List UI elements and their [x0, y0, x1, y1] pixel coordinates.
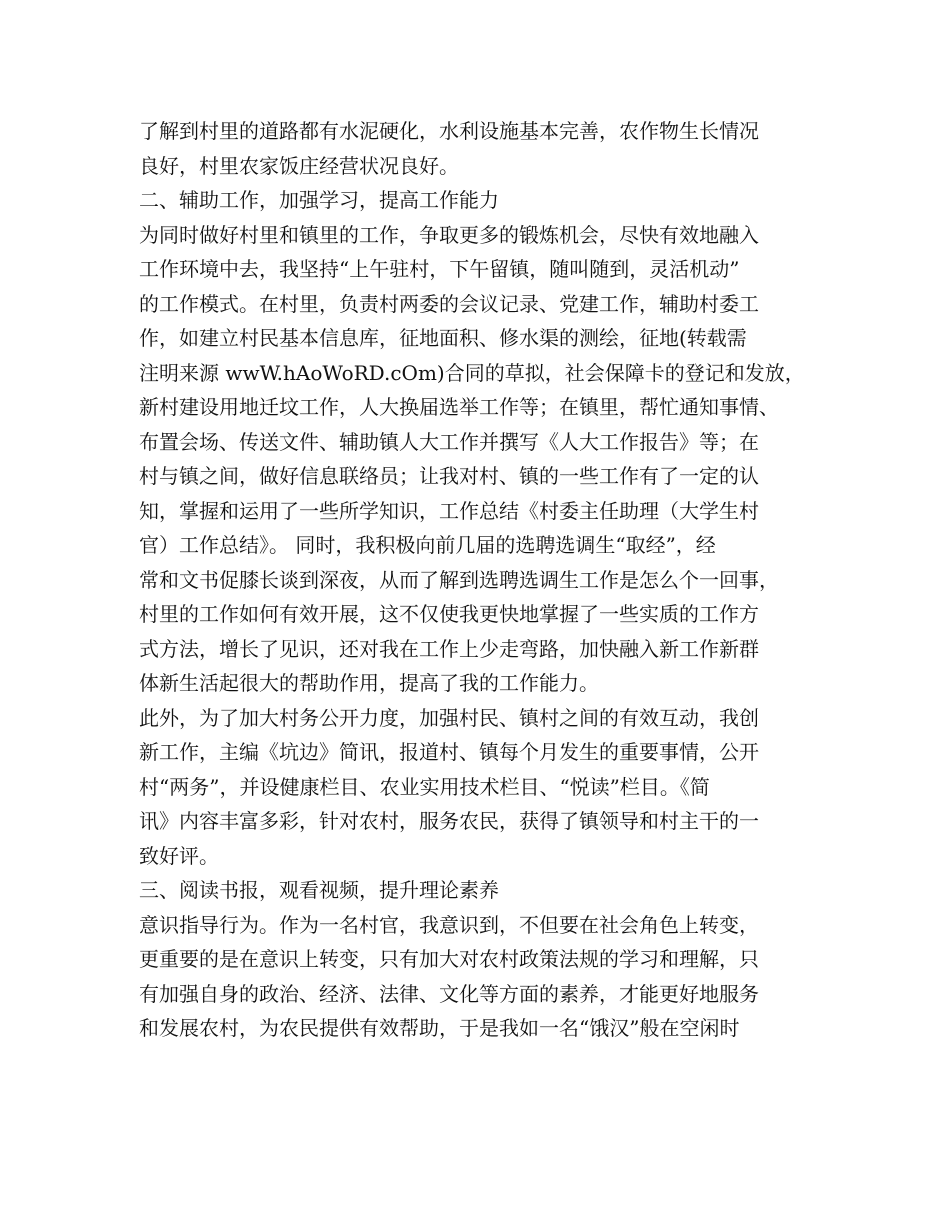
text-line: 讯》内容丰富多彩，针对农村，服务农民，获得了镇领导和村主干的一: [139, 809, 759, 833]
text-line: 体新生活起很大的帮助作用，提高了我的工作能力。: [139, 671, 599, 695]
text-line: 三、阅读书报，观看视频，提升理论素养: [139, 878, 499, 902]
text-line: 常和文书促膝长谈到深夜，从而了解到选聘选调生工作是怎么个一回事，: [139, 567, 779, 592]
text-line: 工作环境中去，我坚持“上午驻村，下午留镇，随叫随到，灵活机动”: [139, 257, 740, 281]
text-line: 布置会场、传送文件、辅助镇人大工作并撰写《人大工作报告》等；在: [139, 429, 759, 454]
text-line: 致好评。: [139, 843, 219, 868]
text-line: 新工作，主编《坑边》简讯，报道村、镇每个月发生的重要事情，公开: [139, 740, 759, 764]
text-line: 作，如建立村民基本信息库，征地面积、修水渠的测绘，征地(转载需: [139, 326, 747, 350]
text-line: 村“两务”，并设健康栏目、农业实用技术栏目、“悦读”栏目。《简: [139, 774, 710, 799]
text-line: 的工作模式。在村里，负责村两委的会议记录、党建工作，辅助村委工: [139, 291, 759, 316]
text-line: 更重要的是在意识上转变，只有加大对农村政策法规的学习和理解，只: [139, 947, 759, 971]
text-line: 村里的工作如何有效开展，这不仅使我更快地掌握了一些实质的工作方: [139, 602, 759, 626]
text-line: 此外，为了加大村务公开力度，加强村民、镇村之间的有效互动，我创: [139, 705, 759, 730]
text-line: 和发展农村，为农民提供有效帮助，于是我如一名“饿汉”般在空闲时: [139, 1016, 740, 1040]
document-body: [139, 114, 829, 1046]
text-line: 式方法，增长了见识，还对我在工作上少走弯路，加快融入新工作新群: [139, 636, 759, 661]
text-line: 二、辅助工作，加强学习，提高工作能力: [139, 188, 499, 212]
text-line: 官）工作总结》。 同时，我积极向前几届的选聘选调生“取经”，经: [139, 533, 716, 557]
text-line: 新村建设用地迁坟工作，人大换届选举工作等；在镇里，帮忙通知事情、: [139, 395, 779, 419]
text-line: 为同时做好村里和镇里的工作，争取更多的锻炼机会，尽快有效地融入: [139, 222, 759, 247]
text-line: 意识指导行为。作为一名村官，我意识到，不但要在社会角色上转变，: [139, 912, 759, 937]
text-line: 有加强自身的政治、经济、法律、文化等方面的素养，才能更好地服务: [139, 981, 759, 1006]
text-line: 村与镇之间，做好信息联络员；让我对村、镇的一些工作有了一定的认: [139, 464, 759, 488]
text-line: 注明来源 wwW.hAoWoRD.cOm)合同的草拟，社会保障卡的登记和发放，: [139, 360, 805, 385]
text-line: 良好，村里农家饭庄经营状况良好。: [139, 153, 459, 178]
text-line: 知，掌握和运用了一些所学知识，工作总结《村委主任助理（大学生村: [139, 498, 759, 523]
text-line: 了解到村里的道路都有水泥硬化，水利设施基本完善，农作物生长情况: [139, 119, 759, 143]
